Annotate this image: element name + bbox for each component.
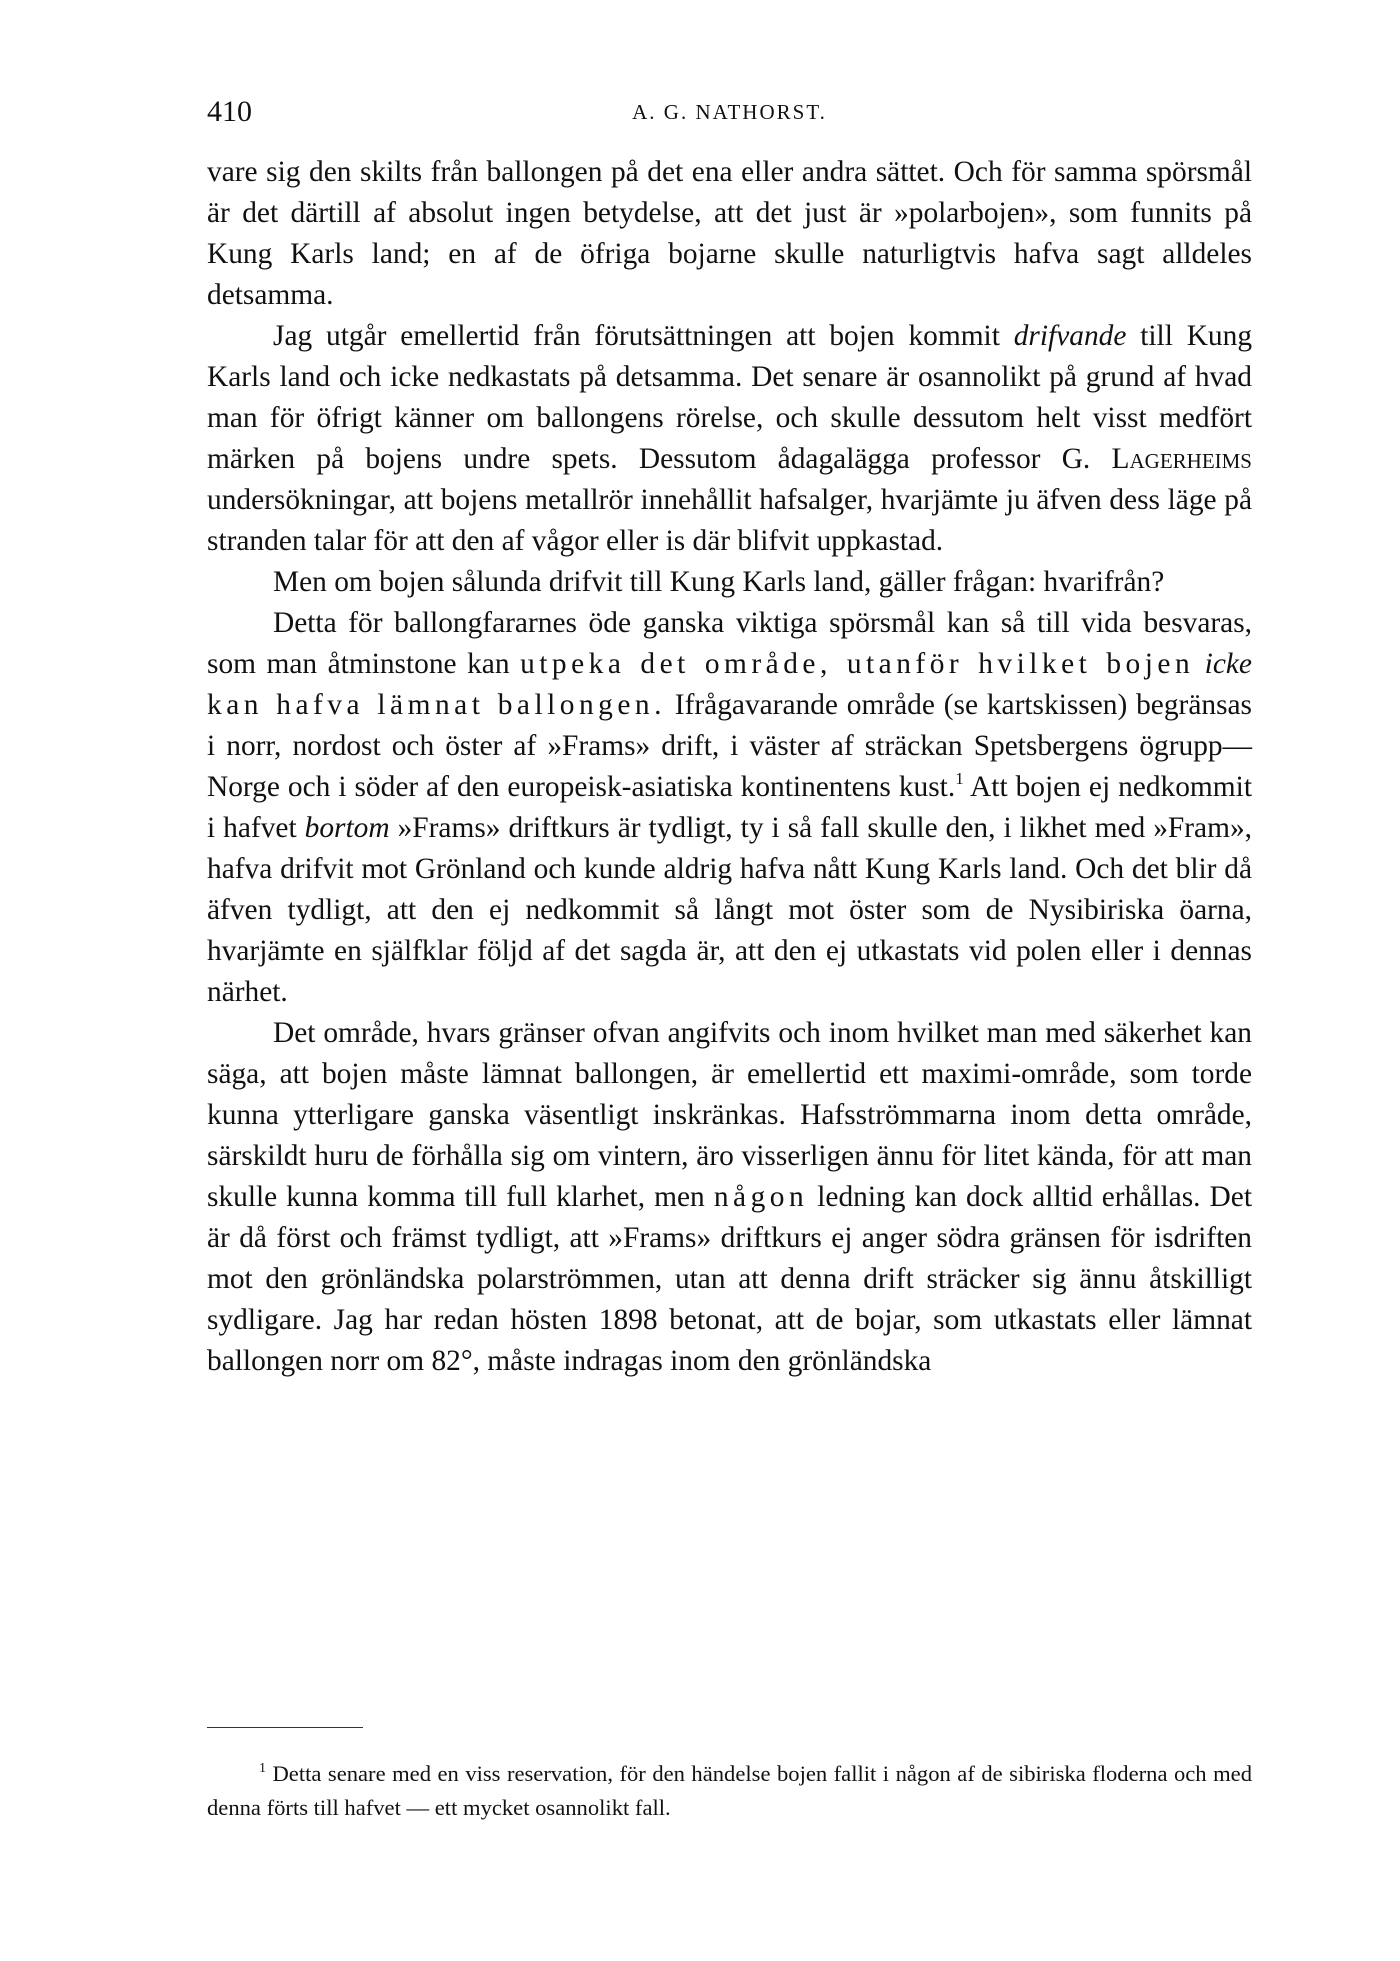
paragraph-text: Ifrågavarande område (se kartskissen) begränsas i norr, nordost och öster af »Frams» drift, i väster af sträckan Spetsbergens ögrupp—Norge och i söder af den europeisk-asiatiska kontinentens kust.: [207, 689, 1252, 803]
spaced-emphasis: någon: [713, 1181, 809, 1213]
paragraph-text: [1194, 648, 1205, 680]
paragraph-text: »Frams» driftkurs är tydligt, ty i så fall skulle den, i likhet med »Fram», hafva drifvit mot Grönland och kunde aldrig hafva nått Kung Karls land. Och det blir då äfven tydligt, att den ej nedkommit så långt mot öster som de Nysibiriska öarna, hvarjämte en själfklar följd af det sagda är, att den ej utkastats vid polen eller i dennas närhet.: [207, 812, 1252, 1008]
paragraph-1: [207, 152, 1252, 316]
paragraph-text: vare sig den skilts från ballongen på det ena eller andra sättet. Och för samma spörsmål är det därtill af absolut ingen betydelse, att det just är »polarbojen», som funnits på Kung Karls land; en af de öfriga bojarne skulle naturligtvis hafva sagt alldeles detsamma.: [207, 156, 1252, 311]
running-head: A. G. NATHORST.: [632, 100, 827, 124]
spaced-emphasis: utpeka det område, utanför hvilket bojen: [520, 648, 1195, 680]
paragraph-text: till Kung Karls land och icke nedkastats på detsamma. Det senare är osannolikt på grund af hvad man för öfrigt känner om ballongens rörelse, och skulle dessutom helt visst medfört märken på bojens undre spets. Dessutom ådagalägga professor G.: [207, 320, 1253, 475]
paragraph-text: undersökningar, att bojens metallrör innehållit hafsalger, hvarjämte ju äfven dess läge på stranden talar för att den af vågor eller is där blifvit uppkastad.: [207, 484, 1252, 557]
italic-text: bortom: [304, 812, 390, 844]
body-text: [207, 152, 1252, 1382]
paragraph-text: Det område, hvars gränser ofvan angifvits och inom hvilket man med säkerhet kan säga, att bojen måste lämnat ballongen, är emellertid ett maximi-område, som torde kunna ytterligare ganska väsentligt inskränkas. Hafsströmmarna inom detta område, särskildt huru de förhålla sig om vintern, äro visserligen ännu för litet kända, för att man skulle kunna komma till full klarhet, men: [207, 1017, 1252, 1213]
paragraph-text: Jag utgår emellertid från förutsättningen att bojen kommit: [273, 320, 1014, 352]
footnote-reference: 1: [955, 769, 964, 788]
italic-text: drifvande: [1013, 320, 1127, 352]
footnote: [207, 1752, 1252, 1825]
italic-text: icke: [1204, 648, 1252, 680]
paragraph-4: [207, 603, 1252, 1013]
paragraph-text: Detta för ballongfararnes öde ganska viktiga spörsmål kan så till vida besvaras, som man åtminstone kan: [207, 607, 1252, 680]
footnote-marker: 1: [259, 1761, 266, 1776]
footnote-divider: [207, 1727, 363, 1728]
paragraph-3: [207, 562, 1252, 603]
paragraph-text: Men om bojen sålunda drifvit till Kung Karls land, gäller frågan: hvarifrån?: [273, 566, 1165, 598]
paragraph-text: ledning kan dock alltid erhållas. Det är då först och främst tydligt, att »Frams» driftkurs ej anger södra gränsen för isdriften mot den grönländska polarströmmen, utan att denna drift sträcker sig ännu åtskilligt sydligare. Jag har redan hösten 1898 betonat, att de bojar, som utkastats eller lämnat ballongen norr om 82°, måste indragas inom den grönländska: [207, 1181, 1252, 1377]
page-header: [207, 92, 1252, 132]
paragraph-5: [207, 1013, 1252, 1382]
spaced-emphasis: kan hafva lämnat ballongen.: [207, 689, 666, 721]
footnote-paragraph: [207, 1752, 1252, 1825]
paragraph-text: Att bojen ej nedkommit i hafvet: [207, 771, 1252, 844]
paragraph-2: [207, 316, 1252, 562]
page-number: 410: [207, 95, 252, 128]
footnote-text: Detta senare med en viss reservation, för den händelse bojen fallit i någon af de sibiriska floderna och med denna förts till hafvet — ett mycket osannolikt fall.: [207, 1761, 1252, 1820]
author-name-smallcaps: Lagerheims: [1111, 443, 1252, 475]
